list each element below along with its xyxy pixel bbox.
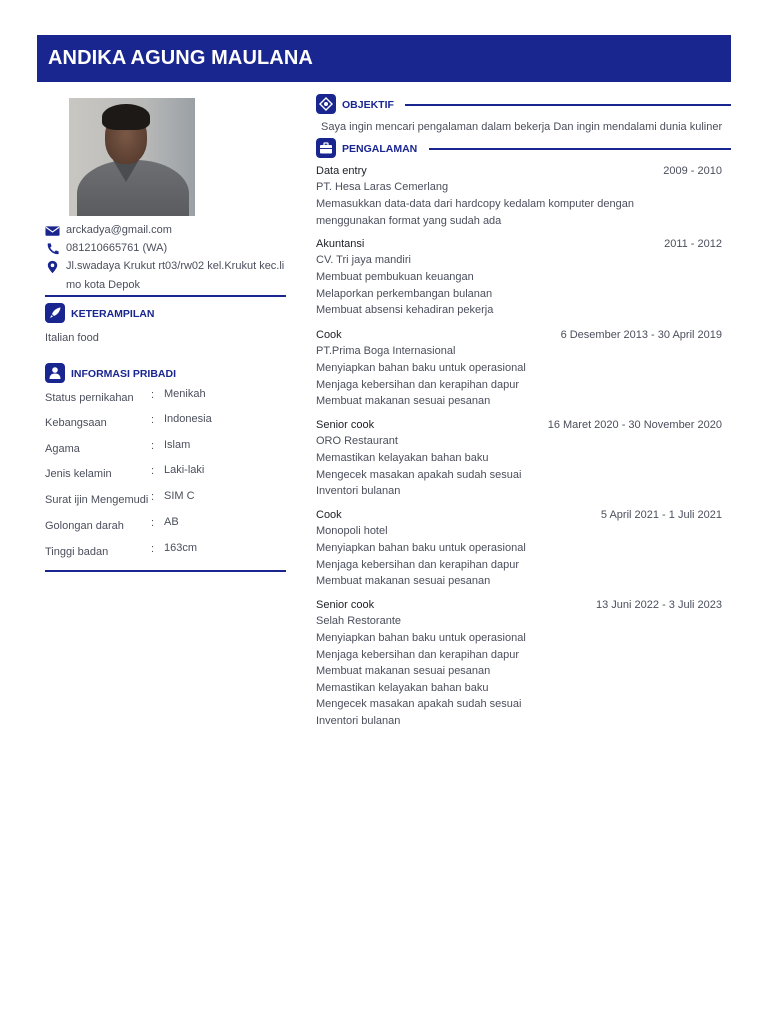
job-duty: Inventori bulanan [316,485,401,498]
job-company: Selah Restorante [316,615,401,627]
info-row [45,464,285,484]
info-row [45,388,285,408]
info-row [45,439,285,459]
job-duty: Menjaga kebersihan dan kerapihan dapur [316,648,520,661]
info-colon: : [151,517,155,529]
divider [45,295,286,297]
job-date: 13 Juni 2022 - 3 Juli 2023 [596,599,722,611]
job-duty: Memasukkan data-data dari hardcopy kedalam komputer dengan [316,198,634,210]
info-value: AB [164,516,179,528]
envelope-icon [45,224,60,238]
job-date: 6 Desember 2013 - 30 April 2019 [560,329,722,341]
objective-title: OBJEKTIF [342,99,394,111]
info-value: Indonesia [164,413,212,425]
job-title: Cook [316,509,342,521]
job-duty: Melaporkan perkembangan bulanan [316,287,493,300]
job-title: Akuntansi [316,238,365,250]
divider [429,148,731,150]
info-label: Jenis kelamin [45,468,112,480]
job-duty: Menjaga kebersihan dan kerapihan dapur [316,378,520,391]
job-title: Cook [316,329,342,341]
info-row [45,413,285,433]
info-row [45,542,285,562]
job-duty: Membuat absensi kehadiran pekerja [316,304,494,317]
divider [405,104,731,106]
job-company: PT. Hesa Laras Cemerlang [316,181,449,193]
info-value: 163cm [164,542,198,554]
info-label: Surat ijin Mengemudi [45,494,149,506]
info-value: Islam [164,439,191,451]
job-duty: Memastikan kelayakan bahan baku [316,452,489,464]
job-title: Senior cook [316,419,375,431]
job-title: Data entry [316,165,367,177]
divider [45,570,286,572]
job-title: Senior cook [316,599,375,611]
job-date: 16 Maret 2020 - 30 November 2020 [547,419,722,431]
skills-title: KETERAMPILAN [71,308,155,320]
target-icon [316,94,336,114]
briefcase-icon [316,138,336,158]
info-value: SIM C [164,490,195,502]
info-colon: : [151,414,155,426]
job-duty: Membuat makanan sesuai pesanan [316,665,491,678]
info-label: Golongan darah [45,520,124,532]
info-colon: : [151,543,155,555]
job-date: 2011 - 2012 [664,238,722,250]
personal-info-title: INFORMASI PRIBADI [71,368,176,380]
rocket-icon [45,303,65,323]
job-duty: Membuat pembukuan keuangan [316,271,474,283]
info-colon: : [151,389,155,401]
job-duty: Membuat makanan sesuai pesanan [316,575,491,588]
job-company: CV. Tri jaya mandiri [316,254,411,266]
job-duty: Menyiapkan bahan baku untuk operasional [316,632,526,644]
phone-icon [45,242,60,256]
job-duty: Menyiapkan bahan baku untuk operasional [316,542,526,554]
candidate-name: ANDIKA AGUNG MAULANA [48,47,313,69]
info-label: Tinggi badan [45,546,109,558]
job-company: PT.Prima Boga Internasional [316,345,456,357]
job-duty: Menyiapkan bahan baku untuk operasional [316,362,526,374]
job-duty: Menjaga kebersihan dan kerapihan dapur [316,558,520,571]
experience-title: PENGALAMAN [342,143,418,155]
resume-header [37,35,731,82]
skill-item: Italian food [45,332,99,344]
job-duty: Memastikan kelayakan bahan baku [316,681,489,694]
job-duty: Mengecek masakan apakah sudah sesuai [316,468,522,481]
info-colon: : [151,491,155,503]
info-colon: : [151,440,155,452]
person-icon [45,363,65,383]
info-value: Menikah [164,388,206,400]
profile-photo [69,98,195,216]
map-pin-icon [45,260,60,274]
objective-text: Saya ingin mencari pengalaman dalam bekerja Dan ingin mendalami dunia kuliner [321,121,723,133]
job-date: 5 April 2021 - 1 Juli 2021 [600,509,722,521]
info-row [45,490,285,510]
info-label: Agama [45,443,80,455]
job-date: 2009 - 2010 [663,165,722,177]
job-duty: Inventori bulanan [316,715,401,727]
job-duty: menggunakan format yang sudah ada [316,214,502,227]
info-label: Kebangsaan [45,417,107,429]
job-company: ORO Restaurant [316,435,398,447]
info-row [45,516,285,536]
info-colon: : [151,465,155,477]
info-value: Laki-laki [164,464,205,476]
job-duty: Membuat makanan sesuai pesanan [316,395,491,408]
job-duty: Mengecek masakan apakah sudah sesuai [316,698,522,711]
job-company: Monopoli hotel [316,525,388,537]
info-label: Status pernikahan [45,392,134,404]
